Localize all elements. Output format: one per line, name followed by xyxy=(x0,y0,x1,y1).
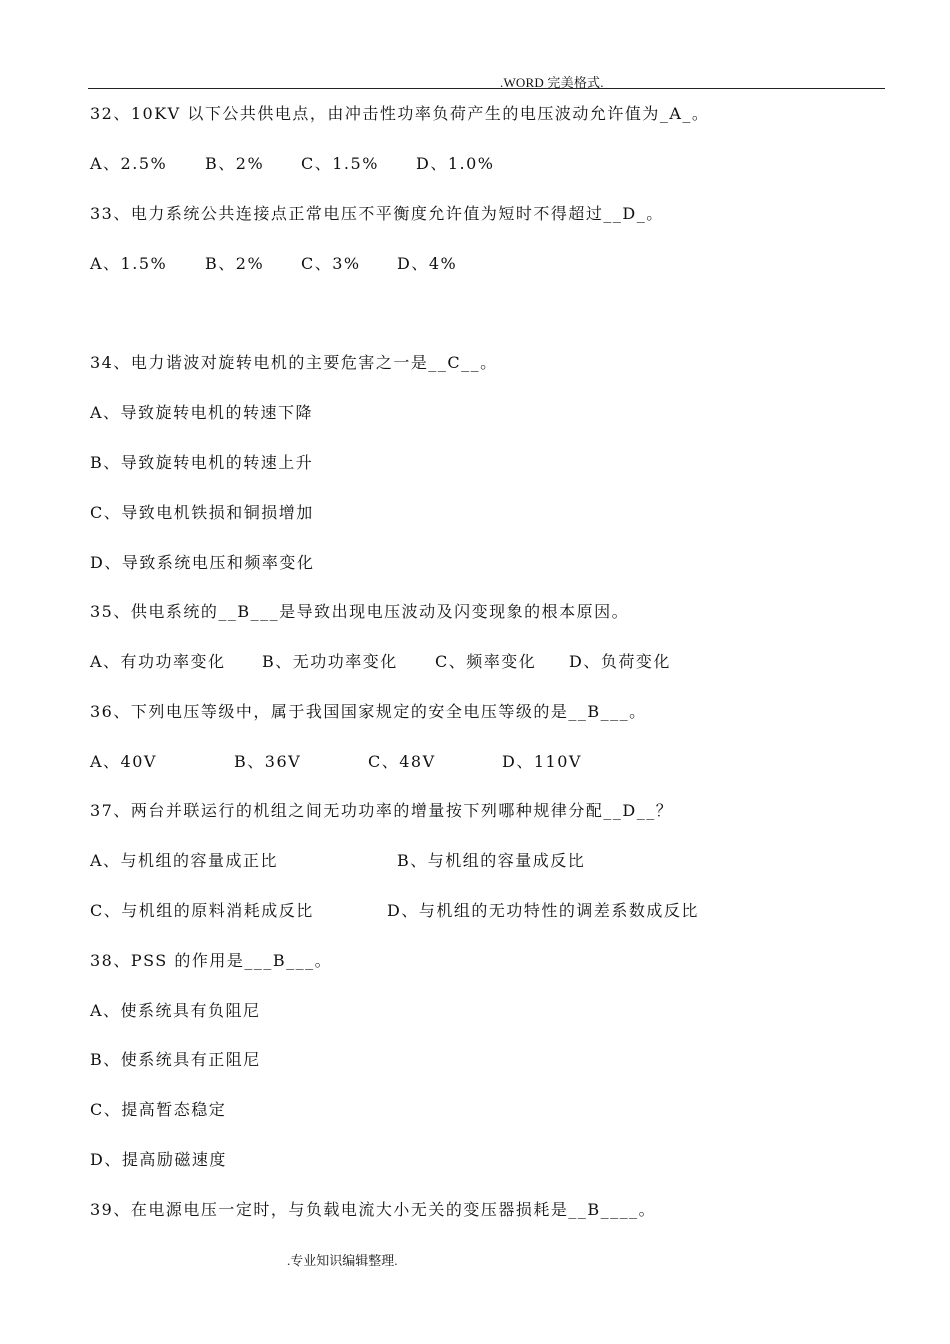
q38-option-a: A、使系统具有负阻尼 xyxy=(90,1001,261,1020)
q34-option-a: A、导致旋转电机的转速下降 xyxy=(90,403,314,422)
q36-option-c: C、48V xyxy=(368,752,436,771)
question-33-stem: 33、电力系统公共连接点正常电压不平衡度允许值为短时不得超过__D_。 xyxy=(90,204,664,223)
header-text: .WORD 完美格式. xyxy=(500,75,604,90)
q32-option-d: D、1.0% xyxy=(416,154,495,173)
q37-option-a: A、与机组的容量成正比 xyxy=(90,851,279,870)
q37-option-b: B、与机组的容量成反比 xyxy=(397,851,586,870)
q34-option-c: C、导致电机铁损和铜损增加 xyxy=(90,503,314,522)
q38-option-c: C、提高暂态稳定 xyxy=(90,1100,227,1119)
page-footer: .专业知识编辑整理. xyxy=(287,1253,398,1268)
q35-option-d: D、负荷变化 xyxy=(569,652,671,671)
q33-option-c: C、3% xyxy=(301,254,361,273)
q34-option-d: D、导致系统电压和频率变化 xyxy=(90,553,315,572)
q35-option-c: C、频率变化 xyxy=(435,652,537,671)
q35-option-a: A、有功功率变化 xyxy=(90,652,226,671)
q33-option-b: B、2% xyxy=(205,254,265,273)
q37-option-d: D、与机组的无功特性的调差系数成反比 xyxy=(387,901,699,920)
q36-option-b: B、36V xyxy=(234,752,302,771)
page-header xyxy=(0,0,950,92)
q35-option-b: B、无功功率变化 xyxy=(262,652,398,671)
q36-option-d: D、110V xyxy=(502,752,582,771)
q38-option-d: D、提高励磁速度 xyxy=(90,1150,227,1169)
question-35-stem: 35、供电系统的__B___是导致出现电压波动及闪变现象的根本原因。 xyxy=(90,602,630,621)
q33-option-d: D、4% xyxy=(397,254,458,273)
question-34-stem: 34、电力谐波对旋转电机的主要危害之一是__C__。 xyxy=(90,353,498,372)
q38-option-b: B、使系统具有正阻尼 xyxy=(90,1050,261,1069)
question-39-stem: 39、在电源电压一定时，与负载电流大小无关的变压器损耗是__B____。 xyxy=(90,1200,657,1219)
q34-option-b: B、导致旋转电机的转速上升 xyxy=(90,453,314,472)
question-36-stem: 36、下列电压等级中，属于我国国家规定的安全电压等级的是__B___。 xyxy=(90,702,647,721)
question-38-stem: 38、PSS 的作用是___B___。 xyxy=(90,951,333,970)
q32-option-c: C、1.5% xyxy=(301,154,379,173)
q36-option-a: A、40V xyxy=(90,752,157,771)
question-37-stem: 37、两台并联运行的机组之间无功功率的增量按下列哪种规律分配__D__？ xyxy=(90,801,674,820)
q33-option-a: A、1.5% xyxy=(90,254,168,273)
question-32-stem: 32、10KV 以下公共供电点，由冲击性功率负荷产生的电压波动允许值为_A_。 xyxy=(90,104,710,123)
q32-option-a: A、2.5% xyxy=(90,154,168,173)
header-rule xyxy=(88,88,885,89)
q32-option-b: B、2% xyxy=(205,154,265,173)
q37-option-c: C、与机组的原料消耗成反比 xyxy=(90,901,314,920)
